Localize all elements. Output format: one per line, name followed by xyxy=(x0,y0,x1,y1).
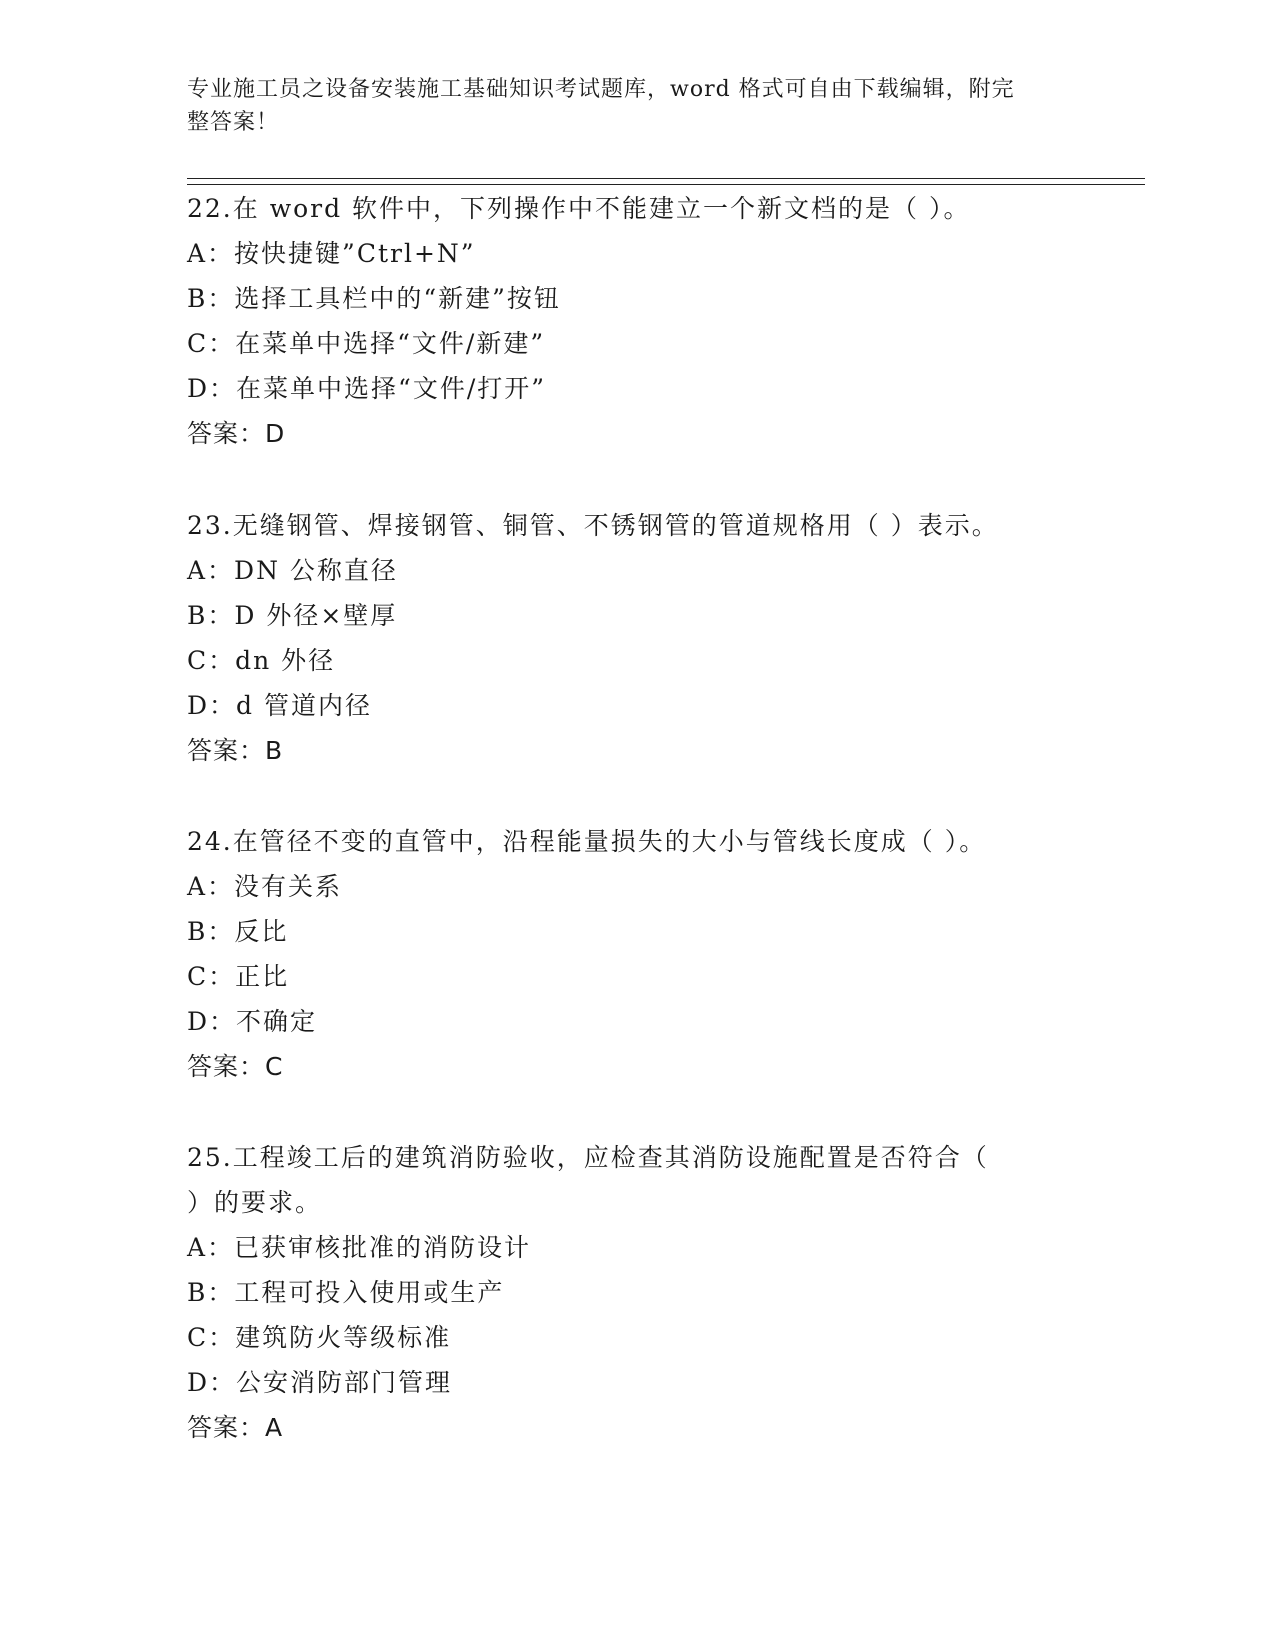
question-stem: 23.无缝钢管、焊接钢管、铜管、不锈钢管的管道规格用（ ）表示。 xyxy=(187,511,999,540)
option-b: B：选择工具栏中的“新建”按钮 xyxy=(187,284,561,313)
option-d: D：在菜单中选择“文件/打开” xyxy=(187,374,547,403)
option-a: A：按快捷键”Ctrl+N” xyxy=(187,239,476,268)
header-divider-bottom xyxy=(187,184,1145,185)
question-stem: 24.在管径不变的直管中，沿程能量损失的大小与管线长度成（ ）。 xyxy=(187,827,987,856)
option-d: D：d 管道内径 xyxy=(187,691,372,720)
option-c: C：在菜单中选择“文件/新建” xyxy=(187,329,546,358)
document-header xyxy=(187,73,1067,139)
option-b: B：D 外径×壁厚 xyxy=(187,601,398,630)
header-line-2: 整答案！ xyxy=(187,110,280,135)
option-b: B：反比 xyxy=(187,917,289,946)
option-d: D：公安消防部门管理 xyxy=(187,1368,453,1397)
answer-label: 答案：D xyxy=(187,419,286,448)
option-a: A：没有关系 xyxy=(187,872,343,901)
answer-label: 答案：B xyxy=(187,736,284,765)
question-24 xyxy=(187,819,1067,1089)
answer-label: 答案：A xyxy=(187,1413,284,1442)
header-divider-top xyxy=(187,178,1145,179)
option-b: B：工程可投入使用或生产 xyxy=(187,1278,505,1307)
option-d: D：不确定 xyxy=(187,1007,318,1036)
question-22 xyxy=(187,186,1067,456)
question-stem-line-1: 25.工程竣工后的建筑消防验收，应检查其消防设施配置是否符合（ xyxy=(187,1143,989,1172)
question-25 xyxy=(187,1135,1067,1450)
option-c: C：正比 xyxy=(187,962,290,991)
question-stem-line-2: ）的要求。 xyxy=(187,1188,323,1217)
question-stem: 22.在 word 软件中，下列操作中不能建立一个新文档的是（ ）。 xyxy=(187,194,971,223)
header-line-1: 专业施工员之设备安装施工基础知识考试题库，word 格式可自由下载编辑，附完 xyxy=(187,77,1015,102)
option-a: A：已获审核批准的消防设计 xyxy=(187,1233,532,1262)
question-23 xyxy=(187,503,1067,773)
option-c: C：建筑防火等级标准 xyxy=(187,1323,452,1352)
option-c: C：dn 外径 xyxy=(187,646,336,675)
option-a: A：DN 公称直径 xyxy=(187,556,398,585)
answer-label: 答案：C xyxy=(187,1052,284,1081)
